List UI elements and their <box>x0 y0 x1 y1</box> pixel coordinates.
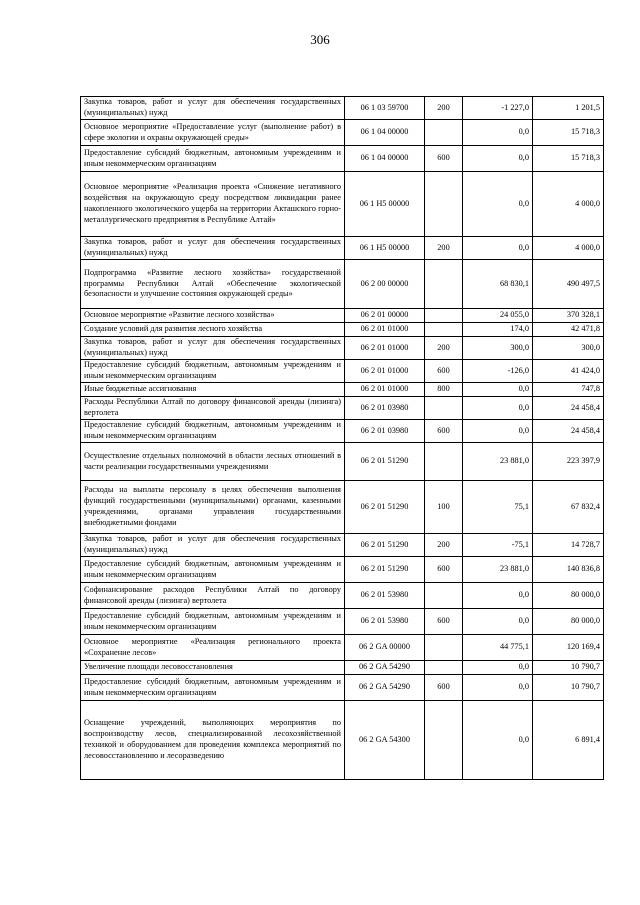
row-total-cell: 6 891,4 <box>533 701 604 780</box>
row-vr-cell <box>425 701 463 780</box>
row-total-cell: 10 790,7 <box>533 661 604 675</box>
row-name-cell: Основное мероприятие «Развитие лесного хозяйства» <box>81 309 345 323</box>
row-total-cell: 80 000,0 <box>533 609 604 635</box>
row-csr-cell: 06 2 01 53980 <box>345 583 425 609</box>
row-name-cell: Предоставление субсидий бюджетным, автономным учреждениям и иным некоммерческим организациям <box>81 420 345 443</box>
row-total-cell: 80 000,0 <box>533 583 604 609</box>
row-csr-cell: 06 1 03 59700 <box>345 97 425 120</box>
row-change-cell: 0,0 <box>463 172 533 237</box>
row-vr-cell: 600 <box>425 557 463 583</box>
row-name-cell: Предоставление субсидий бюджетным, автономным учреждениям и иным некоммерческим организациям <box>81 557 345 583</box>
row-csr-cell: 06 2 GA 00000 <box>345 635 425 661</box>
row-change-cell: 174,0 <box>463 323 533 337</box>
row-change-cell: 23 881,0 <box>463 443 533 481</box>
table-row <box>81 609 604 635</box>
row-total-cell: 24 458,4 <box>533 397 604 420</box>
row-change-cell: 44 775,1 <box>463 635 533 661</box>
row-name-cell: Увеличение площади лесовосстановления <box>81 661 345 675</box>
row-total-cell: 41 424,0 <box>533 360 604 383</box>
row-change-cell: 0,0 <box>463 120 533 146</box>
row-csr-cell: 06 2 01 51290 <box>345 443 425 481</box>
row-csr-cell: 06 1 04 00000 <box>345 120 425 146</box>
row-vr-cell <box>425 583 463 609</box>
table-row <box>81 120 604 146</box>
row-total-cell: 24 458,4 <box>533 420 604 443</box>
table-row <box>81 481 604 534</box>
row-csr-cell: 06 2 GA 54300 <box>345 701 425 780</box>
row-total-cell: 120 169,4 <box>533 635 604 661</box>
row-change-cell: 0,0 <box>463 237 533 260</box>
row-name-cell: Софинансирование расходов Республики Алтай по договору финансовой аренды (лизинга) вертолета <box>81 583 345 609</box>
table-row <box>81 583 604 609</box>
row-name-cell: Основное мероприятие «Реализация регионального проекта «Сохранение лесов» <box>81 635 345 661</box>
table-row <box>81 635 604 661</box>
row-vr-cell: 600 <box>425 609 463 635</box>
row-total-cell: 14 728,7 <box>533 534 604 557</box>
row-vr-cell <box>425 661 463 675</box>
row-vr-cell: 600 <box>425 420 463 443</box>
row-total-cell: 15 718,3 <box>533 120 604 146</box>
row-change-cell: 0,0 <box>463 609 533 635</box>
table-row <box>81 383 604 397</box>
table-row <box>81 237 604 260</box>
row-total-cell: 1 201,5 <box>533 97 604 120</box>
table-row <box>81 337 604 360</box>
row-change-cell: 68 830,1 <box>463 260 533 309</box>
row-csr-cell: 06 2 01 03980 <box>345 397 425 420</box>
row-name-cell: Осуществление отдельных полномочий в области лесных отношений в части реализации государственными учреждениями <box>81 443 345 481</box>
row-name-cell: Предоставление субсидий бюджетным, автономным учреждениям и иным некоммерческим организациям <box>81 146 345 172</box>
budget-table <box>80 96 604 780</box>
row-name-cell: Расходы на выплаты персоналу в целях обеспечения выполнения функций государственными (муниципальными) органами, казенными учреждениями, органами управления государственными внебюджетными фондами <box>81 481 345 534</box>
table-row <box>81 397 604 420</box>
row-vr-cell <box>425 635 463 661</box>
row-csr-cell: 06 1 04 00000 <box>345 146 425 172</box>
row-total-cell: 223 397,9 <box>533 443 604 481</box>
row-name-cell: Создание условий для развития лесного хозяйства <box>81 323 345 337</box>
row-vr-cell: 800 <box>425 383 463 397</box>
row-csr-cell: 06 2 01 01000 <box>345 323 425 337</box>
table-row <box>81 420 604 443</box>
table-row <box>81 557 604 583</box>
table-row <box>81 323 604 337</box>
row-total-cell: 747,8 <box>533 383 604 397</box>
row-vr-cell <box>425 172 463 237</box>
row-csr-cell: 06 2 01 51290 <box>345 534 425 557</box>
row-total-cell: 4 000,0 <box>533 172 604 237</box>
row-vr-cell: 600 <box>425 675 463 701</box>
row-vr-cell: 200 <box>425 534 463 557</box>
table-row <box>81 701 604 780</box>
table-row <box>81 443 604 481</box>
row-change-cell: 0,0 <box>463 675 533 701</box>
row-name-cell: Расходы Республики Алтай по договору финансовой аренды (лизинга) вертолета <box>81 397 345 420</box>
row-vr-cell: 200 <box>425 237 463 260</box>
row-name-cell: Предоставление субсидий бюджетным, автономным учреждениям и иным некоммерческим организациям <box>81 675 345 701</box>
row-csr-cell: 06 2 01 01000 <box>345 337 425 360</box>
row-change-cell: 0,0 <box>463 583 533 609</box>
row-csr-cell: 06 2 01 01000 <box>345 383 425 397</box>
row-vr-cell <box>425 397 463 420</box>
row-vr-cell <box>425 443 463 481</box>
row-csr-cell: 06 2 01 51290 <box>345 481 425 534</box>
row-vr-cell <box>425 309 463 323</box>
row-name-cell: Основное мероприятие «Реализация проекта «Снижение негативного воздействия на окружающую среду посредством ликвидации ранее накопленного экологического ущерба на территории Акташского горно-металлургического предприятия в Республике Алтай» <box>81 172 345 237</box>
table-row <box>81 675 604 701</box>
row-csr-cell: 06 2 01 51290 <box>345 557 425 583</box>
row-vr-cell <box>425 323 463 337</box>
row-csr-cell: 06 2 01 03980 <box>345 420 425 443</box>
table-row <box>81 360 604 383</box>
table-row <box>81 146 604 172</box>
row-change-cell: 0,0 <box>463 661 533 675</box>
row-change-cell: -1 227,0 <box>463 97 533 120</box>
row-change-cell: -126,0 <box>463 360 533 383</box>
row-total-cell: 370 328,1 <box>533 309 604 323</box>
row-csr-cell: 06 2 01 53980 <box>345 609 425 635</box>
row-change-cell: -75,1 <box>463 534 533 557</box>
row-name-cell: Закупка товаров, работ и услуг для обеспечения государственных (муниципальных) нужд <box>81 97 345 120</box>
row-vr-cell: 200 <box>425 337 463 360</box>
page-number: 306 <box>310 32 330 47</box>
row-csr-cell: 06 1 Н5 00000 <box>345 237 425 260</box>
row-total-cell: 67 832,4 <box>533 481 604 534</box>
row-change-cell: 0,0 <box>463 397 533 420</box>
row-name-cell: Закупка товаров, работ и услуг для обеспечения государственных (муниципальных) нужд <box>81 534 345 557</box>
row-total-cell: 10 790,7 <box>533 675 604 701</box>
row-csr-cell: 06 2 GA 54290 <box>345 661 425 675</box>
row-name-cell: Основное мероприятие «Предоставление услуг (выполнение работ) в сфере экологии и охраны окружающей среды» <box>81 120 345 146</box>
row-name-cell: Закупка товаров, работ и услуг для обеспечения государственных (муниципальных) нужд <box>81 337 345 360</box>
table-row <box>81 260 604 309</box>
table-row <box>81 172 604 237</box>
row-vr-cell: 600 <box>425 360 463 383</box>
row-name-cell: Подпрограмма «Развитие лесного хозяйства» государственной программы Республики Алтай «Обеспечение экологической безопасности и улучшение состояния окружающей среды» <box>81 260 345 309</box>
row-name-cell: Предоставление субсидий бюджетным, автономным учреждениям и иным некоммерческим организациям <box>81 609 345 635</box>
table-row <box>81 309 604 323</box>
row-vr-cell <box>425 120 463 146</box>
row-change-cell: 0,0 <box>463 420 533 443</box>
budget-table-body <box>81 97 604 780</box>
row-csr-cell: 06 2 GA 54290 <box>345 675 425 701</box>
row-total-cell: 15 718,3 <box>533 146 604 172</box>
table-row <box>81 97 604 120</box>
row-csr-cell: 06 2 00 00000 <box>345 260 425 309</box>
row-change-cell: 75,1 <box>463 481 533 534</box>
row-change-cell: 0,0 <box>463 701 533 780</box>
row-csr-cell: 06 1 Н5 00000 <box>345 172 425 237</box>
row-change-cell: 300,0 <box>463 337 533 360</box>
row-csr-cell: 06 2 01 01000 <box>345 360 425 383</box>
table-row <box>81 534 604 557</box>
row-vr-cell: 200 <box>425 97 463 120</box>
row-change-cell: 24 055,0 <box>463 309 533 323</box>
row-name-cell: Предоставление субсидий бюджетным, автономным учреждениям и иным некоммерческим организациям <box>81 360 345 383</box>
table-row <box>81 661 604 675</box>
row-change-cell: 0,0 <box>463 146 533 172</box>
row-change-cell: 0,0 <box>463 383 533 397</box>
row-total-cell: 300,0 <box>533 337 604 360</box>
row-total-cell: 4 000,0 <box>533 237 604 260</box>
row-name-cell: Закупка товаров, работ и услуг для обеспечения государственных (муниципальных) нужд <box>81 237 345 260</box>
row-change-cell: 23 881,0 <box>463 557 533 583</box>
row-name-cell: Оснащение учреждений, выполняющих мероприятия по воспроизводству лесов, специализированной лесохозяйственной техникой и оборудованием для проведения комплекса мероприятий по лесовосстановлению и лесоразведению <box>81 701 345 780</box>
row-vr-cell: 600 <box>425 146 463 172</box>
row-name-cell: Иные бюджетные ассигнования <box>81 383 345 397</box>
row-total-cell: 490 497,5 <box>533 260 604 309</box>
row-vr-cell <box>425 260 463 309</box>
row-vr-cell: 100 <box>425 481 463 534</box>
row-csr-cell: 06 2 01 00000 <box>345 309 425 323</box>
row-total-cell: 42 471,8 <box>533 323 604 337</box>
row-total-cell: 140 836,8 <box>533 557 604 583</box>
